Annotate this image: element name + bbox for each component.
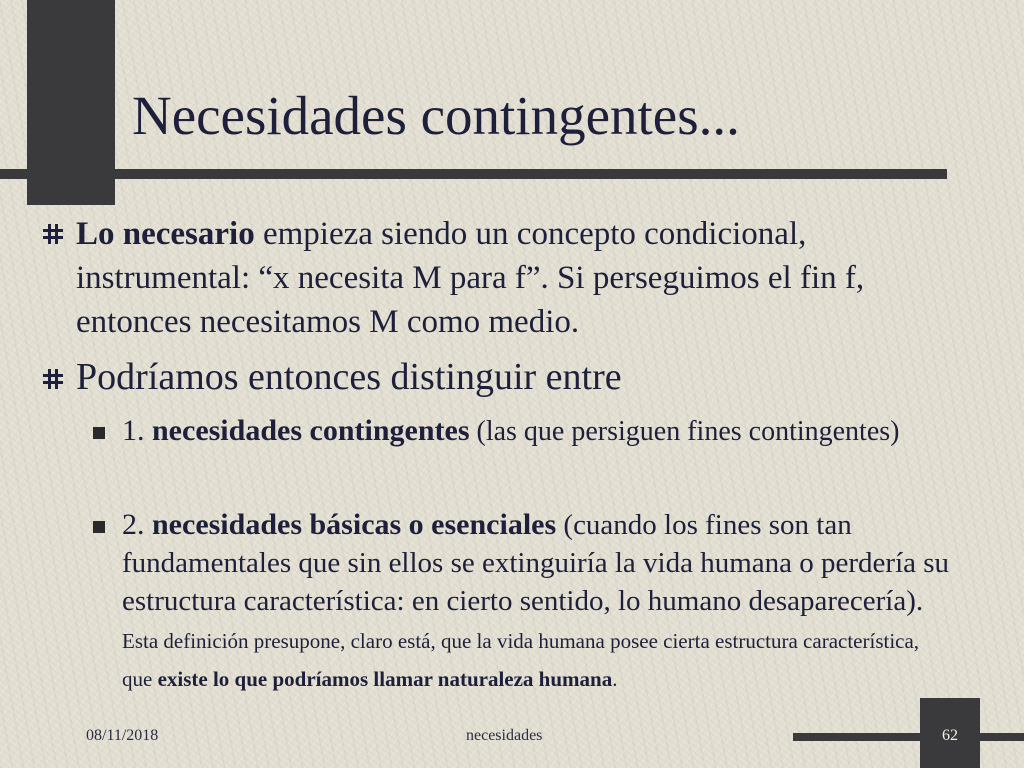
- footer-title: necesidades: [466, 727, 543, 744]
- subbullet-note-bold: existe lo que podríamos llamar naturaleza humana: [157, 667, 613, 691]
- bullet-lo-necesario: [76, 212, 966, 344]
- subbullet-term: necesidades básicas o esenciales: [152, 508, 557, 541]
- decorative-footer-bar: [793, 733, 1024, 741]
- page-number: 62: [942, 727, 958, 744]
- square-bullet-icon: [93, 427, 105, 439]
- subbullet-number: 1.: [122, 414, 152, 447]
- subbullet-number: 2.: [122, 508, 152, 541]
- footer-date: 08/11/2018: [86, 727, 159, 744]
- subbullet-note-end: .: [612, 667, 618, 691]
- bullet-podriamos: [76, 354, 966, 400]
- subbullet-text: (cuando los fines son tan fundamentales que sin ellos se extinguiría la vida humana o perdería su estructura característica: en cierto sentido, lo humano desaparecería).: [122, 509, 950, 617]
- slide-title: Necesidades contingentes...: [132, 85, 740, 146]
- subbullet-term: necesidades contingentes: [152, 414, 470, 447]
- bullet-text: empieza siendo un concepto condicional, instrumental: “x necesita M para f”. Si perseguimos el fin f, entonces necesitamos M como medio.: [76, 216, 865, 340]
- subbullet-text: (las que persiguen fines contingentes): [469, 416, 900, 447]
- square-bullet-icon: [93, 521, 105, 533]
- subbullet-note: Esta definición presupone, claro está, que la vida humana posee cierta estructura característica, que: [122, 629, 920, 691]
- decorative-horizontal-bar: [0, 169, 947, 179]
- subbullet-contingentes: [122, 412, 952, 451]
- bullet-text-bold: Lo necesario: [76, 216, 255, 252]
- subbullet-basicas: [122, 506, 952, 696]
- hash-bullet-icon: [42, 223, 64, 245]
- hash-bullet-icon: [42, 368, 64, 390]
- bullet-text: Podríamos entonces distinguir entre: [76, 356, 622, 398]
